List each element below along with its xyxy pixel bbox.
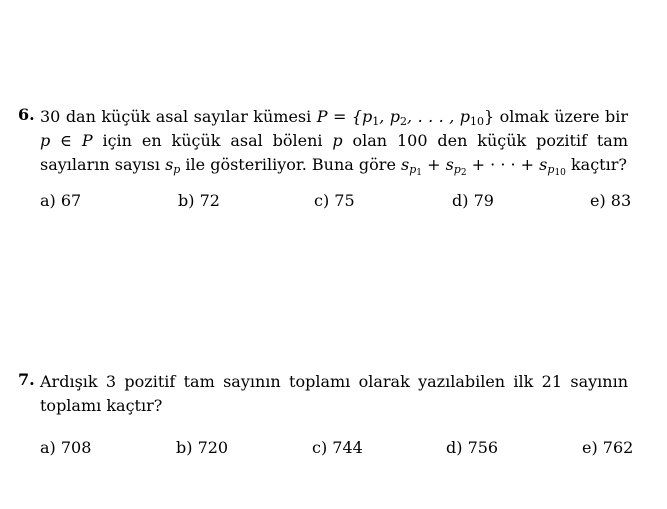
question-7-choices bbox=[40, 438, 634, 462]
choice-c[interactable]: c) 75 bbox=[314, 191, 355, 210]
choice-a[interactable]: a) 67 bbox=[40, 191, 82, 210]
choice-e[interactable]: e) 762 bbox=[582, 438, 634, 457]
question-7-text: Ardışık 3 pozitif tam sayının toplamı olarak yazılabilen ilk 21 sayının toplamı kaçtır? bbox=[40, 372, 628, 415]
choice-d[interactable]: d) 756 bbox=[446, 438, 499, 457]
choice-e[interactable]: e) 83 bbox=[590, 191, 632, 210]
choice-d[interactable]: d) 79 bbox=[452, 191, 494, 210]
choice-c[interactable]: c) 744 bbox=[312, 438, 363, 457]
question-7 bbox=[18, 370, 634, 462]
choice-b[interactable]: b) 720 bbox=[176, 438, 229, 457]
question-6-choices bbox=[40, 191, 632, 215]
choice-a[interactable]: a) 708 bbox=[40, 438, 92, 457]
choice-b[interactable]: b) 72 bbox=[178, 191, 220, 210]
question-6-text: 30 dan küçük asal sayılar kümesi $P = \{p_1$, $p_2$, . . . , $p_{10}$} olmak üzere bir p ∈ P için en küçük asal böleni p olan 100 den küçük pozitif tam sayıların sayısı $s_p$ ile gösteriliyor. Buna göre $s_{p_1} + s_{p_2}$ + · · · + $s_{p_{10}}$ kaçtır? bbox=[40, 107, 629, 178]
question-6 bbox=[18, 105, 632, 215]
question-7-number: 7. bbox=[18, 370, 35, 389]
question-6-number: 6. bbox=[18, 105, 35, 124]
